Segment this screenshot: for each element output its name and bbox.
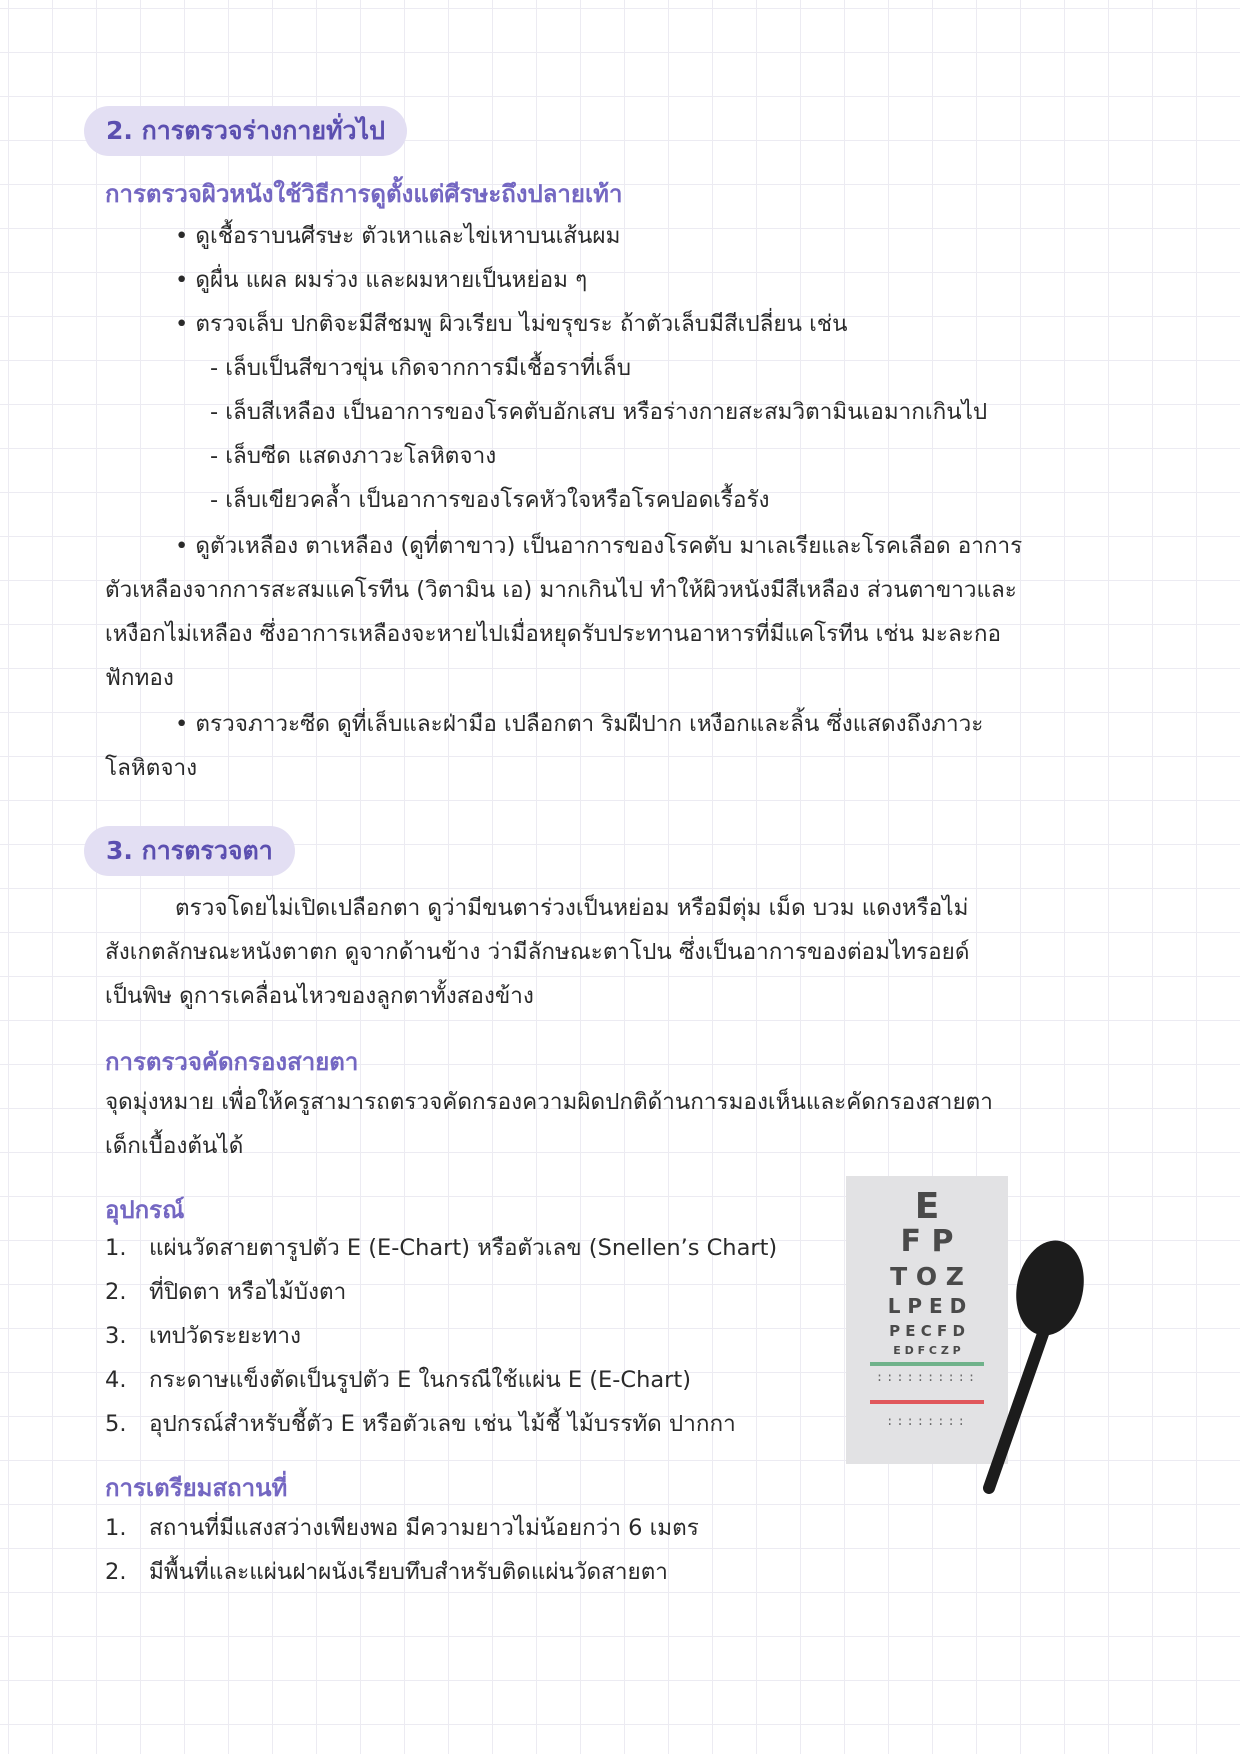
list-number: 3.	[105, 1323, 127, 1349]
eye-exam-paragraph-line-1: ตรวจโดยไม่เปิดเปลือกตา ดูว่ามีขนตาร่วงเป็นหย่อม หรือมีตุ่ม เม็ด บวม แดงหรือไม่	[175, 895, 969, 921]
list-item	[105, 1314, 301, 1358]
nail-sub-item-pale: - เล็บซีด แสดงภาวะโลหิตจาง	[210, 443, 497, 469]
nail-sub-item-yellow: - เล็บสีเหลือง เป็นอาการของโรคตับอักเสบ หรือร่างกายสะสมวิตามินเอมากเกินไป	[210, 399, 988, 425]
eye-chart-green-line	[870, 1362, 984, 1366]
anemia-paragraph-line-2: โลหิตจาง	[105, 755, 198, 781]
bullet-rash: • ดูผื่น แผล ผมร่วง และผมหายเป็นหย่อม ๆ	[175, 267, 588, 293]
list-item	[105, 1358, 691, 1402]
jaundice-paragraph-line-3: เหงือกไม่เหลือง ซึ่งอาการเหลืองจะหายไปเมื่อหยุดรับประทานอาหารที่มีแคโรทีน เช่น มะละกอ	[105, 621, 1002, 647]
list-text: มีพื้นที่และแผ่นฝาผนังเรียบทึบสำหรับติดแผ่นวัดสายตา	[149, 1559, 668, 1585]
skin-exam-heading: การตรวจผิวหนังใช้วิธีการดูตั้งแต่ศีรษะถึงปลายเท้า	[105, 180, 623, 208]
eye-chart-row-6: E D F C Z P	[893, 1344, 961, 1357]
nail-sub-item-dark-green: - เล็บเขียวคล้ำ เป็นอาการของโรคหัวใจหรือโรคปอดเรื้อรัง	[210, 487, 770, 513]
eye-chart-red-line	[870, 1400, 984, 1404]
eye-exam-paragraph-line-3: เป็นพิษ ดูการเคลื่อนไหวของลูกตาทั้งสองข้าง	[105, 983, 534, 1009]
list-text: ที่ปิดตา หรือไม้บังตา	[149, 1279, 347, 1305]
list-text: แผ่นวัดสายตารูปตัว E (E-Chart) หรือตัวเลข (Snellen’s Chart)	[149, 1235, 778, 1261]
list-item	[105, 1270, 346, 1314]
jaundice-paragraph-line-1: • ดูตัวเหลือง ตาเหลือง (ดูที่ตาขาว) เป็นอาการของโรคตับ มาเลเรียและโรคเลือด อาการ	[175, 533, 1023, 559]
list-text: สถานที่มีแสงสว่างเพียงพอ มีความยาวไม่น้อยกว่า 6 เมตร	[149, 1515, 699, 1541]
list-number: 1.	[105, 1515, 127, 1541]
anemia-paragraph-line-1: • ตรวจภาวะซีด ดูที่เล็บและฝ่ามือ เปลือกตา ริมฝีปาก เหงือกและลิ้น ซึ่งแสดงถึงภาวะ	[175, 711, 984, 737]
eye-chart-row-5: P E C F D	[889, 1322, 965, 1340]
list-number: 5.	[105, 1411, 127, 1437]
jaundice-paragraph-line-2: ตัวเหลืองจากการสะสมแคโรทีน (วิตามิน เอ) มากเกินไป ทำให้ผิวหนังมีสีเหลือง ส่วนตาขาวและ	[105, 577, 1017, 603]
list-item	[105, 1226, 777, 1270]
section-3-title: 3. การตรวจตา	[84, 826, 295, 876]
jaundice-paragraph-line-4: ฟักทอง	[105, 665, 174, 691]
section-2-title: 2. การตรวจร่างกายทั่วไป	[84, 106, 407, 156]
eye-exam-paragraph-line-2: สังเกตลักษณะหนังตาตก ดูจากด้านข้าง ว่ามีลักษณะตาโปน ซึ่งเป็นอาการของต่อมไทรอยด์	[105, 939, 970, 965]
vision-screening-heading: การตรวจคัดกรองสายตา	[105, 1048, 359, 1076]
eye-chart-row-4: L P E D	[887, 1294, 967, 1318]
eye-chart-dots-1: ::::::::::	[875, 1370, 979, 1384]
list-item	[105, 1402, 736, 1446]
eye-chart-row-2: F P	[900, 1224, 954, 1259]
list-number: 4.	[105, 1367, 127, 1393]
goal-line-2: เด็กเบื้องต้นได้	[105, 1133, 244, 1159]
list-text: เทปวัดระยะทาง	[149, 1323, 301, 1349]
list-number: 2.	[105, 1559, 127, 1585]
list-text: กระดาษแข็งตัดเป็นรูปตัว E ในกรณีใช้แผ่น E (E-Chart)	[149, 1367, 691, 1393]
occluder-head	[1008, 1238, 1085, 1342]
bullet-scalp: • ดูเชื้อราบนศีรษะ ตัวเหาและไข่เหาบนเส้นผม	[175, 223, 621, 249]
nail-sub-item-white: - เล็บเป็นสีขาวขุ่น เกิดจากการมีเชื้อราที่เล็บ	[210, 355, 632, 381]
list-item	[105, 1550, 668, 1594]
eye-occluder-spoon-icon	[975, 1238, 1085, 1494]
list-text: อุปกรณ์สำหรับชี้ตัว E หรือตัวเลข เช่น ไม้ชี้ ไม้บรรทัด ปากกา	[149, 1411, 736, 1437]
goal-line-1: จุดมุ่งหมาย เพื่อให้ครูสามารถตรวจคัดกรองความผิดปกติด้านการมองเห็นและคัดกรองสายตา	[105, 1089, 993, 1115]
list-number: 1.	[105, 1235, 127, 1261]
equipment-heading: อุปกรณ์	[105, 1196, 185, 1224]
venue-prep-heading: การเตรียมสถานที่	[105, 1474, 288, 1502]
eye-chart-dots-2: ::::::::	[886, 1414, 968, 1428]
bullet-nails: • ตรวจเล็บ ปกติจะมีสีชมพู ผิวเรียบ ไม่ขรุขระ ถ้าตัวเล็บมีสีเปลี่ยน เช่น	[175, 311, 848, 337]
occluder-handle	[989, 1328, 1045, 1488]
list-number: 2.	[105, 1279, 127, 1305]
list-item	[105, 1506, 699, 1550]
eye-chart-row-1: E	[914, 1186, 940, 1227]
eye-chart-row-3: T O Z	[890, 1262, 964, 1291]
